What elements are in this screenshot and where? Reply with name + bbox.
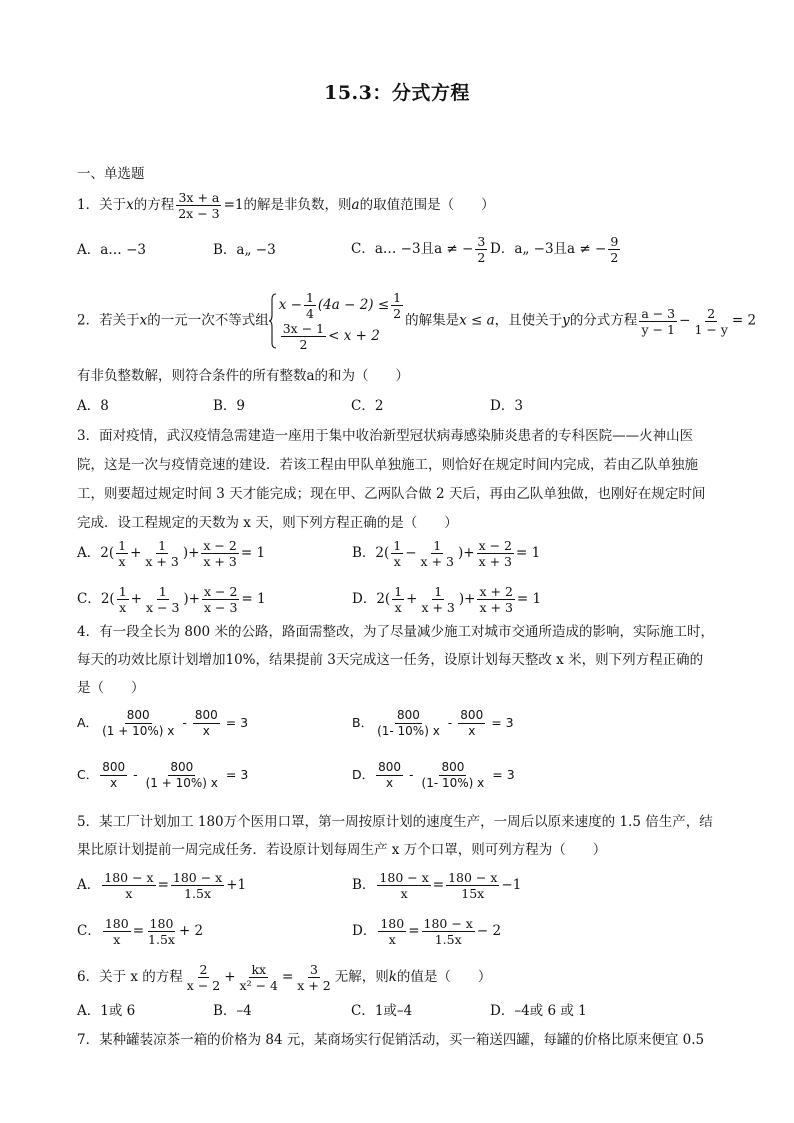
question-1-stem: 1．关于x的方程 $\frac{3x + a}{2x - 3}$ =1的解是非负数，则a的取值范围是（ ） (77, 190, 495, 221)
option-b[interactable]: B．a„ −3 (213, 242, 276, 258)
question-4-line2: 每天的功效比原计划增加10%，结果提前 3天完成这一任务，设原计划每天整改 x 米，则下列方程正确的 (77, 652, 704, 668)
q3-option-d[interactable]: D．2( $\frac{1}{x}$ + $\frac{1}{x + 3}$ )+ $\frac{x + 2}{x + 3}$ = 1 (352, 584, 542, 615)
option-c[interactable]: C．a… −3且a ≠ − $\frac{3}{2}$ (351, 234, 486, 265)
question-3-line2: 院，这是一次与疫情竞速的建设．若该工程由甲队单独施工，则恰好在规定时间内完成，若由乙队单独施 (77, 457, 698, 473)
inequality-system: x − $\frac{1}{4}$ (4a − 2) ≤ $\frac{1}{2}$ $\frac{3x - 1}{2}$ < x + 2 (269, 290, 405, 352)
option-b[interactable]: B．–4 (213, 1003, 252, 1019)
q3-option-b[interactable]: B．2( $\frac{1}{x}$ − $\frac{1}{x + 3}$ )+ $\frac{x - 2}{x + 3}$ = 1 (352, 538, 541, 569)
option-a[interactable]: A．8 (77, 398, 109, 414)
option-a[interactable]: A．1或 6 (77, 1003, 136, 1019)
page-title: 15.3：分式方程 (324, 82, 470, 104)
option-c[interactable]: C．2 (351, 398, 384, 414)
option-d[interactable]: D．3 (490, 398, 523, 414)
left-brace-icon (269, 293, 277, 349)
option-a[interactable]: A．a… −3 (77, 242, 146, 258)
question-3-line1: 3．面对疫情，武汉疫情急需建造一座用于集中收治新型冠状病毒感染肺炎患者的专科医院——火神山医 (77, 428, 694, 444)
section-heading: 一、单选题 (77, 166, 145, 182)
question-5-line1: 5．某工厂计划加工 180万个医用口罩，第一周按原计划的速度生产，一周后以原来速度的 1.5 倍生产，结 (77, 814, 713, 830)
question-4-line1: 4．有一段全长为 800 米的公路，路面需整改，为了尽量减少施工对城市交通所造成的影响，实际施工时， (77, 624, 714, 640)
question-7-line1: 7．某种罐装凉茶一箱的价格为 84 元，某商场实行促销活动，买一箱送四罐，每罐的价格比原来便宜 0.5 (77, 1032, 705, 1048)
question-3-line3: 工，则要超过规定时间 3 天才能完成；现在甲、乙两队合做 2 天后，再由乙队单独做，也刚好在规定时间 (77, 486, 706, 502)
option-d[interactable]: D．a„ −3且a ≠ − $\frac{9}{2}$ (490, 234, 619, 265)
q5-option-a[interactable]: A． $\frac{180 - x}{x}$ = $\frac{180 - x}{1.5x}$ +1 (77, 870, 247, 901)
q4-option-b[interactable]: B． $\frac{800}{(1- 10\%) x}$ - $\frac{800}{x}$ = 3 (352, 708, 514, 738)
option-d[interactable]: D．–4或 6 或 1 (490, 1003, 587, 1019)
question-2-stem: 2．若关于x的一元一次不等式组 x − $\frac{1}{4}$ (4a − 2) ≤ $\frac{1}{2}$ $\frac{3x - 1}{2}$ < x + 2 的解集是x ≤ a，且使关于y的分式方程 $\frac{a - 3}{y - 1}$ − $\frac{2}{1 - y}$ = 2 (77, 290, 757, 352)
fraction: $\frac{3x + a}{2x - 3}$ (178, 190, 220, 221)
q5-option-c[interactable]: C． $\frac{180}{x}$ = $\frac{180}{1.5x}$ + 2 (77, 916, 204, 947)
question-4-line3: 是（ ） (77, 680, 145, 696)
q3-option-c[interactable]: C．2( $\frac{1}{x}$ + $\frac{1}{x - 3}$ )+ $\frac{x - 2}{x - 3}$ = 1 (77, 584, 266, 615)
q5-option-b[interactable]: B． $\frac{180 - x}{x}$ = $\frac{180 - x}{15x}$ −1 (352, 870, 522, 901)
question-6-stem: 6．关于 x 的方程 $\frac{2}{x - 2}$ + $\frac{kx}{\text{x² − 4}}$ = $\frac{3}{x + 2}$ 无解，则k的值是（ ） (77, 962, 492, 993)
q4-option-a[interactable]: A． $\frac{800}{(1 + 10\%) x}$ - $\frac{800}{x}$ = 3 (77, 708, 249, 738)
q5-option-d[interactable]: D． $\frac{180}{x}$ = $\frac{180 - x}{1.5x}$ − 2 (352, 916, 502, 947)
question-3-line4: 完成．设工程规定的天数为 x 天，则下列方程正确的是（ ） (77, 515, 458, 531)
option-c[interactable]: C．1或–4 (351, 1003, 413, 1019)
q3-option-a[interactable]: A．2( $\frac{1}{x}$ + $\frac{1}{x + 3}$ )+ $\frac{x - 2}{x + 3}$ = 1 (77, 538, 266, 569)
question-5-line2: 果比原计划提前一周完成任务．若设原计划每周生产 x 万个口罩，则可列方程为（ ） (77, 842, 607, 858)
question-2-line2: 有非负整数解，则符合条件的所有整数a的和为（ ） (77, 368, 410, 384)
option-b[interactable]: B．9 (213, 398, 246, 414)
q4-option-d[interactable]: D． $\frac{800}{x}$ - $\frac{800}{(1- 10\%) x}$ = 3 (352, 760, 515, 790)
q4-option-c[interactable]: C． $\frac{800}{x}$ - $\frac{800}{(1 + 10\%) x}$ = 3 (77, 760, 249, 790)
